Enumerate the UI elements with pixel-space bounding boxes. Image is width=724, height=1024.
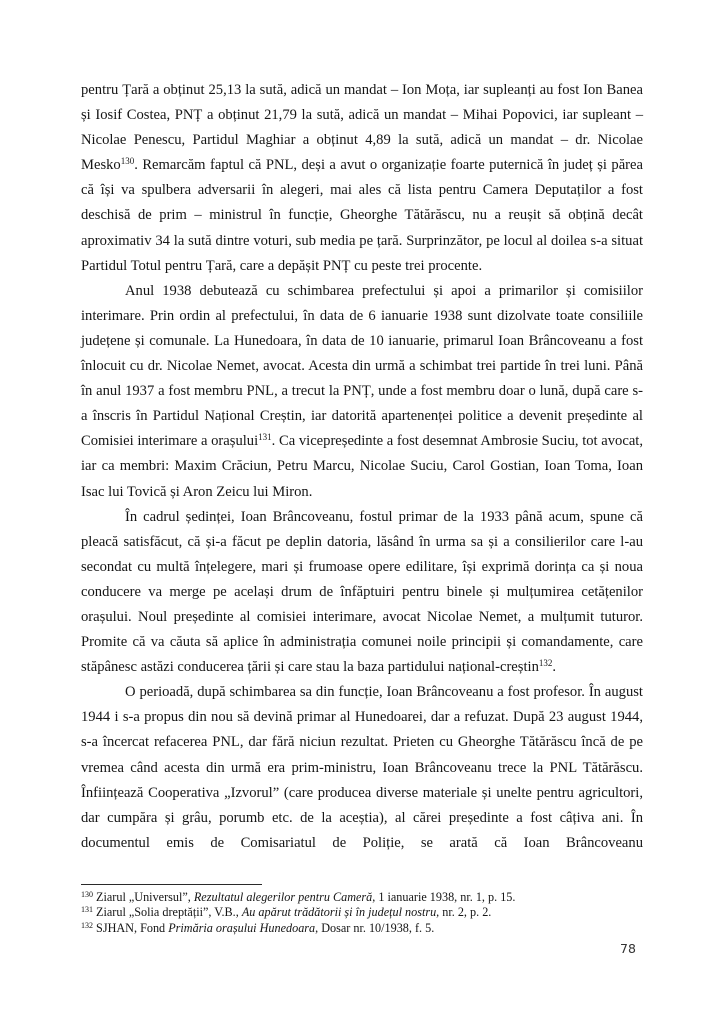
paragraph [81, 279, 643, 505]
text-run: . [552, 659, 557, 676]
text-run: SJHAN, Fond [93, 920, 169, 935]
text-run: O perioadă, după schimbarea sa din funcție, Ioan Brâncoveanu a fost profesor. În august 1944 i s-a propus din nou să devină primar al Hunedoarei, dar a refuzat. După 23 august 1944, s-a încercat refacerea PNL, dar fără niciun rezultat. Prieten cu Gheorghe Tătărăscu încă de pe vremea când acesta din urmă era prim-ministru, Ioan Brâncoveanu trece la PNL Tătărăscu. Înființează Cooperativa „Izvorul” (care producea diverse materiale și unelte pentru agricultori, dar cumpăra și grâu, porumb etc. de la aceștia), al cărei președinte a fost câțiva ani. În documentul emis de Comisariatul de Poliție, se arată că Ioan Brâncoveanu [81, 684, 643, 851]
italic-text: Au apărut trădătorii și în județul nostru, [241, 905, 440, 920]
footnote-section [81, 884, 643, 936]
footnote-separator [81, 884, 262, 885]
page-body [81, 78, 643, 856]
text-run: În cadrul ședinței, Ioan Brâncoveanu, fostul primar de la 1933 până acum, spune că pleacă satisfăcut, că și-a făcut pe deplin datoria, lăsând în urma sa și a consilierilor care l-au secondat cu multă înțelegere, mari și frumoase opere edilitare, își exprimă dorința ca și noua conducere va merge pe același drum de înfăptuiri pentru binele și mulțumirea cetățenilor orașului. Noul președinte al comisiei interimare, avocat Nicolae Nemet, a mulțumit tuturor. Promite că va căuta să aplice în administrația comunei noile principii și comandamente, care stăpânesc astăzi conducerea țării și care stau la baza partidului național-creștin [81, 508, 643, 676]
footnote-list [81, 890, 643, 936]
text-run: , Dosar nr. 10/1938, f. 5. [315, 920, 435, 935]
footnote-ref: 131 [81, 905, 93, 915]
footnote-ref: 130 [120, 156, 135, 167]
italic-text: Rezultatul alegerilor pentru Cameră [193, 890, 373, 904]
text-run: nr. 2, p. 2. [439, 905, 492, 920]
paragraph [81, 78, 643, 279]
footnote-ref: 132 [81, 920, 93, 930]
footnote-item [81, 921, 643, 936]
paragraph [81, 680, 643, 856]
footnote-item [81, 890, 643, 905]
text-run: . Ca vicepreședinte a fost desemnat Ambrosie Suciu, tot avocat, iar ca membri: Maxim Crăciun, Petru Marcu, Nicolae Suciu, Carol Gostian, Ioan Toma, Ioan Isac lui Tovică și Aron Zeicu lui Miron. [81, 433, 644, 500]
text-run: , 1 ianuarie 1938, nr. 1, p. 15. [372, 890, 516, 904]
footnote-ref: 131 [258, 432, 272, 443]
text-run: pentru Țară a obținut 25,13 la sută, adică un mandat – Ion Moța, iar supleanți au fost Ion Banea și Iosif Costea, PNȚ a obținut 21,79 la sută, adică un mandat – Mihai Popovici, iar supleant – Nicolae Penescu, Partidul Maghiar a obținut 4,89 la sută, adică un mandat – dr. Nicolae Mesko [81, 82, 643, 174]
footnote-ref: 132 [538, 658, 553, 669]
text-run: . Remarcăm faptul că PNL, deși a avut o organizație foarte puternică în județ și părea că își va spulbera adversarii în alegeri, mai ales că lista pentru Camera Deputaților a fost deschisă de prim – ministrul în funcție, Gheorghe Tătărăscu, nu a reușit să obțină decât aproximativ 34 la sută dintre voturi, sub media pe țară. Surprinzător, pe locul al doilea s-a situat Partidul Totul pentru Țară, care a depășit PNȚ cu peste trei procente. [81, 157, 643, 274]
footnote-item [81, 905, 643, 920]
italic-text: Primăria orașului Hunedoara [168, 920, 316, 935]
footnote-ref: 130 [81, 890, 93, 899]
text-run: Anul 1938 debutează cu schimbarea prefectului și apoi a primarilor și comisiilor interimare. Prin ordin al prefectului, în data de 6 ianuarie 1938 sunt dizolvate toate consiliile județene și comunale. La Hunedoara, în data de 10 ianuarie, primarul Ioan Brâncoveanu a fost înlocuit cu dr. Nicolae Nemet, avocat. Acesta din urmă a schimbat trei partide în trei luni. Până în anul 1937 a fost membru PNL, a trecut la PNȚ, unde a fost membru doar o lună, după care s-a înscris în Partidul Național Creștin, iar datorită apartenenței politice a devenit președinte al Comisiei interimare a orașului [81, 282, 643, 450]
page-number: 78 [620, 941, 636, 956]
text-run: Ziarul „Solia dreptății”, V.B., [93, 905, 242, 920]
text-run: Ziarul „Universul”, [93, 890, 194, 904]
paragraph [81, 505, 643, 681]
